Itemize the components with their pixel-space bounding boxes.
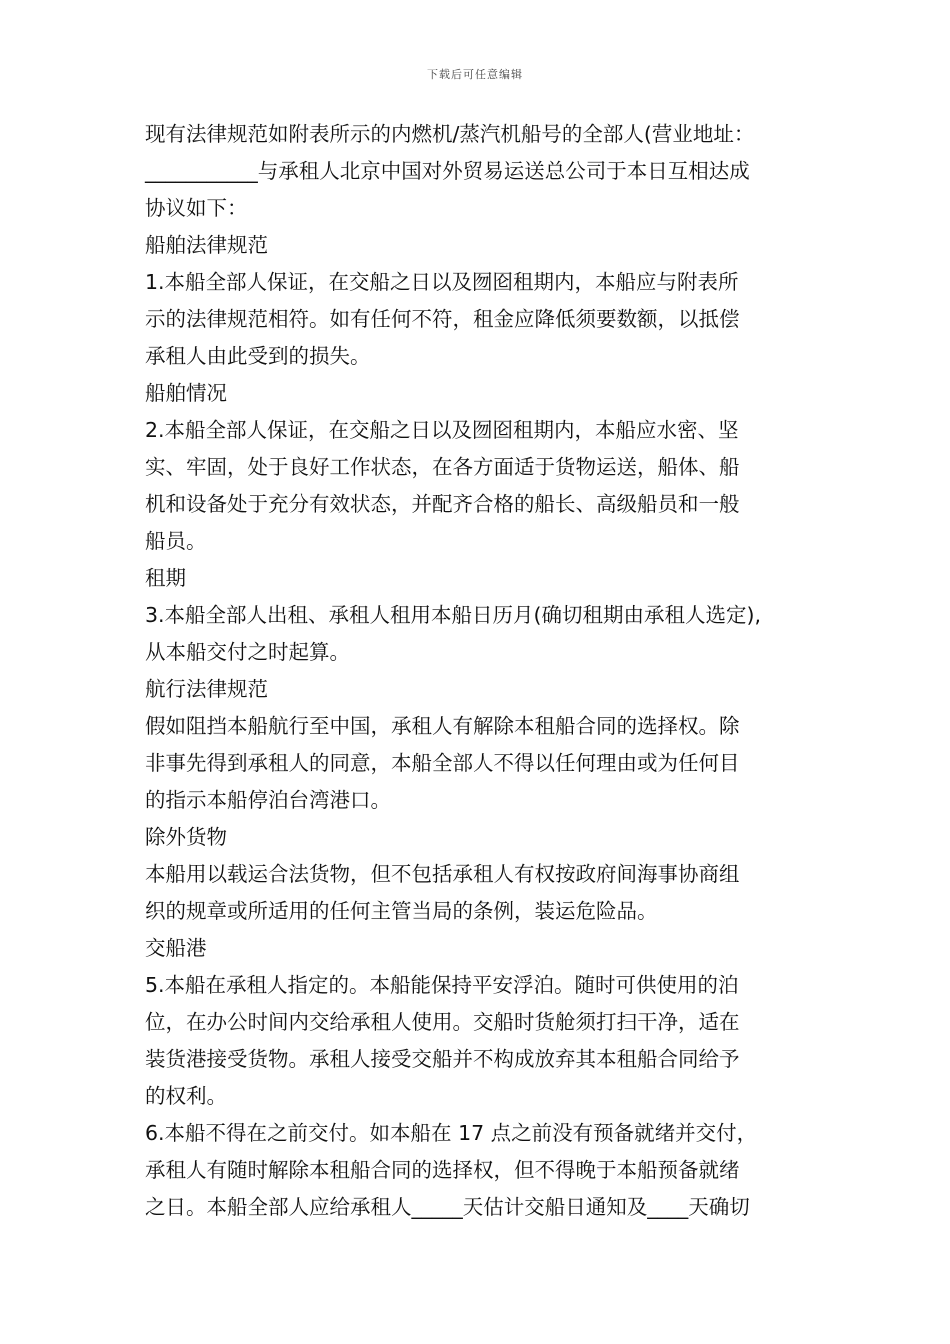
text-line: 示的法律规范相符。如有任何不符，租金应降低须要数额，以抵偿 bbox=[145, 307, 740, 331]
text-line: 6.本船不得在之前交付。如本船在 17 点之前没有预备就绪并交付， bbox=[145, 1121, 758, 1145]
header-note: 下载后可任意编辑 bbox=[427, 68, 523, 81]
text-line: 假如阻挡本船航行至中国，承租人有解除本租船合同的选择权。除 bbox=[145, 714, 740, 738]
text-line: ___________与承租人北京中国对外贸易运送总公司于本日互相达成 bbox=[145, 159, 750, 183]
text-line: 的指示本船停泊台湾港口。 bbox=[145, 788, 391, 812]
text-line: 现有法律规范如附表所示的内燃机/蒸汽机船号的全部人(营业地址： bbox=[145, 122, 755, 146]
section-heading: 租期 bbox=[145, 566, 186, 590]
text-line: 船员。 bbox=[145, 529, 207, 553]
text-line: 实、牢固，处于良好工作状态，在各方面适于货物运送，船体、船 bbox=[145, 455, 740, 479]
text-line: 机和设备处于充分有效状态，并配齐合格的船长、高级船员和一般 bbox=[145, 492, 740, 516]
text-line: 本船用以载运合法货物，但不包括承租人有权按政府间海事协商组 bbox=[145, 862, 740, 886]
section-heading: 船舶情况 bbox=[145, 381, 227, 405]
section-heading: 除外货物 bbox=[145, 825, 227, 849]
text-line: 承租人有随时解除本租船合同的选择权，但不得晚于本船预备就绪 bbox=[145, 1158, 740, 1182]
text-line: 5.本船在承租人指定的。本船能保持平安浮泊。随时可供使用的泊 bbox=[145, 973, 739, 997]
text-line: 织的规章或所适用的任何主管当局的条例，装运危险品。 bbox=[145, 899, 658, 923]
text-line: 装货港接受货物。承租人接受交船并不构成放弃其本租船合同给予 bbox=[145, 1047, 740, 1071]
text-line: 协议如下： bbox=[145, 196, 248, 220]
text-line: 2.本船全部人保证，在交船之日以及囫囵租期内，本船应水密、坚 bbox=[145, 418, 739, 442]
text-line: 非事先得到承租人的同意，本船全部人不得以任何理由或为任何目 bbox=[145, 751, 740, 775]
section-heading: 交船港 bbox=[145, 936, 207, 960]
section-heading: 航行法律规范 bbox=[145, 677, 268, 701]
text-line: 3.本船全部人出租、承租人租用本船日历月(确切租期由承租人选定), bbox=[145, 603, 762, 627]
section-heading: 船舶法律规范 bbox=[145, 233, 268, 257]
text-line: 承租人由此受到的损失。 bbox=[145, 344, 371, 368]
text-line: 位，在办公时间内交给承租人使用。交船时货舱须打扫干净，适在 bbox=[145, 1010, 740, 1034]
text-line: 的权利。 bbox=[145, 1084, 227, 1108]
document-body bbox=[145, 116, 815, 1226]
text-line: 之日。本船全部人应给承租人_____天估计交船日通知及____天确切 bbox=[145, 1195, 750, 1219]
text-line: 从本船交付之时起算。 bbox=[145, 640, 350, 664]
text-line: 1.本船全部人保证，在交船之日以及囫囵租期内，本船应与附表所 bbox=[145, 270, 739, 294]
